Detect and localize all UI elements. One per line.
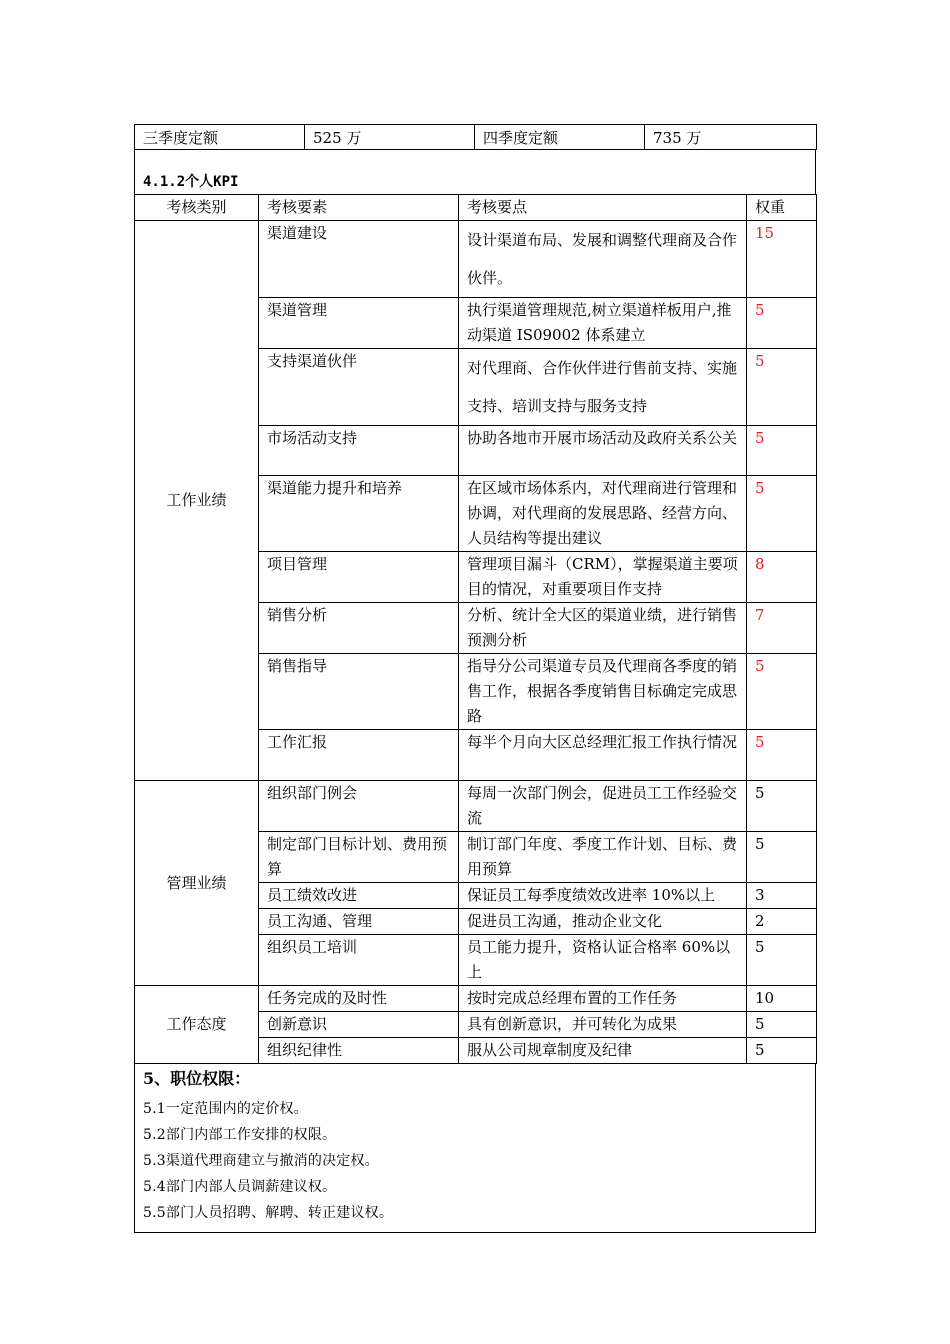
kpi-element: 项目管理 — [259, 552, 459, 603]
kpi-point: 对代理商、合作伙伴进行售前支持、实施支持、培训支持与服务支持 — [459, 349, 747, 426]
table-row — [135, 221, 817, 298]
kpi-weight: 5 — [747, 781, 817, 832]
kpi-weight: 10 — [747, 986, 817, 1012]
kpi-table — [134, 194, 817, 1064]
quota-row — [135, 125, 817, 150]
kpi-point: 指导分公司渠道专员及代理商各季度的销售工作，根据各季度销售目标确定完成思路 — [459, 654, 747, 730]
kpi-element: 组织员工培训 — [259, 935, 459, 986]
category-attitude: 工作态度 — [135, 986, 259, 1064]
header-category: 考核类别 — [135, 195, 259, 221]
kpi-point: 协助各地市开展市场活动及政府关系公关 — [459, 426, 747, 476]
kpi-weight: 3 — [747, 883, 817, 909]
table-row — [135, 781, 817, 832]
kpi-section-heading — [134, 150, 816, 194]
kpi-point: 保证员工每季度绩效改进率 10%以上 — [459, 883, 747, 909]
kpi-weight: 5 — [747, 476, 817, 552]
kpi-point: 设计渠道布局、发展和调整代理商及合作伙伴。 — [459, 221, 747, 298]
kpi-weight: 7 — [747, 603, 817, 654]
authority-item: 5.1一定范围内的定价权。 — [143, 1101, 308, 1117]
kpi-element: 渠道能力提升和培养 — [259, 476, 459, 552]
authority-item: 5.4部门内部人员调薪建议权。 — [143, 1179, 337, 1195]
kpi-weight: 5 — [747, 349, 817, 426]
category-work: 工作业绩 — [135, 221, 259, 781]
authority-item: 5.5部门人员招聘、解聘、转正建议权。 — [143, 1205, 394, 1221]
kpi-weight: 5 — [747, 832, 817, 883]
kpi-point: 分析、统计全大区的渠道业绩，进行销售预测分析 — [459, 603, 747, 654]
quota-table — [134, 124, 817, 150]
category-mgmt: 管理业绩 — [135, 781, 259, 986]
document-page — [134, 124, 816, 1233]
header-element: 考核要素 — [259, 195, 459, 221]
kpi-element: 渠道管理 — [259, 298, 459, 349]
header-point: 考核要点 — [459, 195, 747, 221]
kpi-element: 工作汇报 — [259, 730, 459, 781]
kpi-element: 销售指导 — [259, 654, 459, 730]
kpi-point: 按时完成总经理布置的工作任务 — [459, 986, 747, 1012]
q3-value: 525 万 — [305, 125, 475, 150]
kpi-point: 服从公司规章制度及纪律 — [459, 1038, 747, 1064]
kpi-element: 创新意识 — [259, 1012, 459, 1038]
kpi-weight: 15 — [747, 221, 817, 298]
kpi-header-row — [135, 195, 817, 221]
kpi-element: 制定部门目标计划、费用预算 — [259, 832, 459, 883]
kpi-weight: 5 — [747, 426, 817, 476]
q4-label: 四季度定额 — [475, 125, 645, 150]
header-weight: 权重 — [747, 195, 817, 221]
kpi-weight: 2 — [747, 909, 817, 935]
kpi-element: 员工绩效改进 — [259, 883, 459, 909]
kpi-point: 员工能力提升，资格认证合格率 60%以上 — [459, 935, 747, 986]
authority-item: 5.3渠道代理商建立与撤消的决定权。 — [143, 1153, 379, 1169]
kpi-element: 组织部门例会 — [259, 781, 459, 832]
kpi-point: 具有创新意识，并可转化为成果 — [459, 1012, 747, 1038]
kpi-weight: 8 — [747, 552, 817, 603]
kpi-weight: 5 — [747, 1012, 817, 1038]
kpi-point: 每半个月向大区总经理汇报工作执行情况 — [459, 730, 747, 781]
kpi-element: 任务完成的及时性 — [259, 986, 459, 1012]
authority-title: 5、职位权限： — [143, 1069, 251, 1088]
kpi-point: 促进员工沟通，推动企业文化 — [459, 909, 747, 935]
kpi-heading: 4.1.2个人KPI — [143, 174, 239, 190]
q4-value: 735 万 — [645, 125, 817, 150]
kpi-point: 每周一次部门例会，促进员工工作经验交流 — [459, 781, 747, 832]
authority-item: 5.2部门内部工作安排的权限。 — [143, 1127, 337, 1143]
kpi-weight: 5 — [747, 654, 817, 730]
kpi-element: 销售分析 — [259, 603, 459, 654]
kpi-point: 执行渠道管理规范,树立渠道样板用户,推动渠道 IS09002 体系建立 — [459, 298, 747, 349]
table-row — [135, 986, 817, 1012]
kpi-element: 市场活动支持 — [259, 426, 459, 476]
kpi-element: 组织纪律性 — [259, 1038, 459, 1064]
kpi-weight: 5 — [747, 935, 817, 986]
kpi-element: 员工沟通、管理 — [259, 909, 459, 935]
authority-section — [134, 1064, 816, 1233]
kpi-weight: 5 — [747, 298, 817, 349]
kpi-weight: 5 — [747, 730, 817, 781]
kpi-weight: 5 — [747, 1038, 817, 1064]
kpi-point: 在区域市场体系内，对代理商进行管理和协调，对代理商的发展思路、经营方向、人员结构等提出建议 — [459, 476, 747, 552]
kpi-element: 渠道建设 — [259, 221, 459, 298]
q3-label: 三季度定额 — [135, 125, 305, 150]
kpi-element: 支持渠道伙伴 — [259, 349, 459, 426]
kpi-point: 制订部门年度、季度工作计划、目标、费用预算 — [459, 832, 747, 883]
kpi-point: 管理项目漏斗（CRM），掌握渠道主要项目的情况，对重要项目作支持 — [459, 552, 747, 603]
